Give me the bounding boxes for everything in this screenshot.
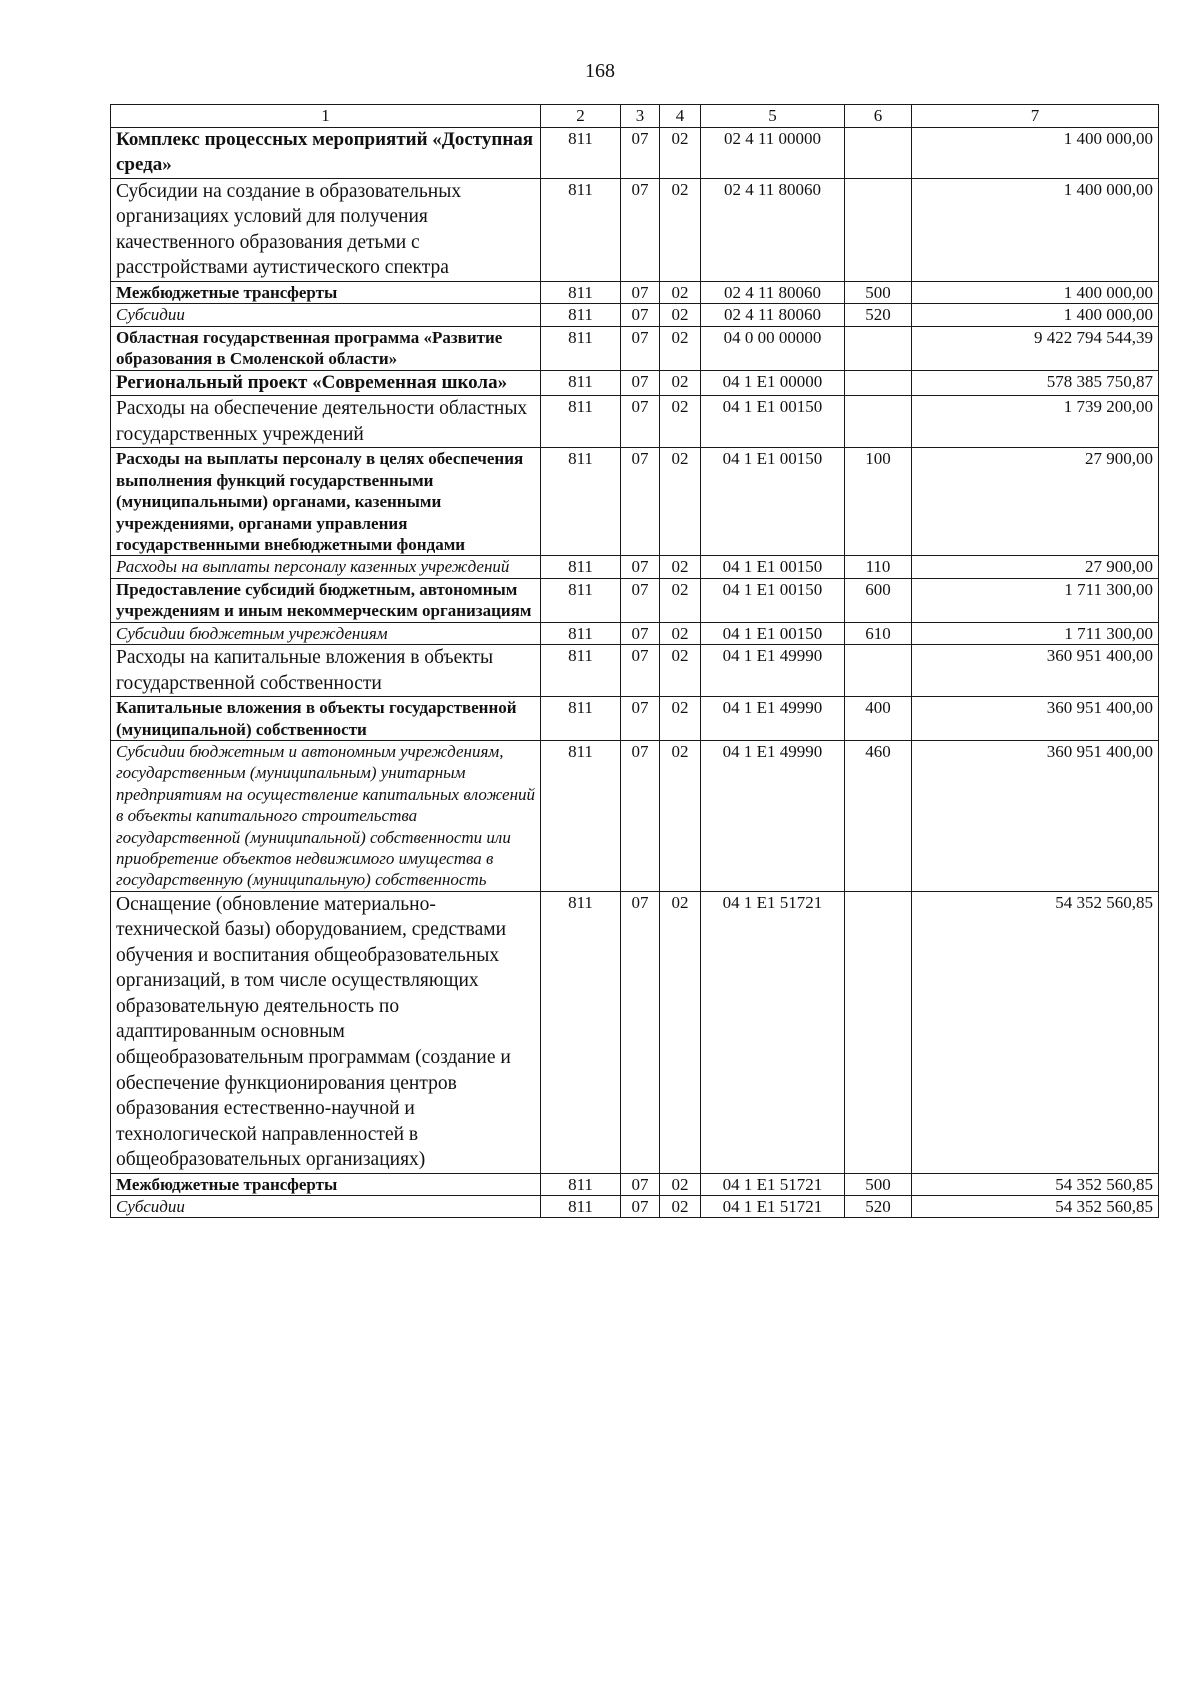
cell-subsection: 02 (660, 178, 701, 281)
cell-name: Региональный проект «Современная школа» (111, 370, 541, 396)
cell-subsection: 02 (660, 1173, 701, 1195)
cell-expense-type: 500 (845, 281, 912, 303)
cell-target-article: 04 1 E1 00150 (701, 396, 845, 448)
cell-amount: 1 400 000,00 (912, 304, 1159, 326)
cell-ministry-code: 811 (541, 740, 621, 891)
cell-ministry-code: 811 (541, 578, 621, 622)
cell-name: Расходы на капитальные вложения в объекты государственной собственности (111, 645, 541, 697)
cell-subsection: 02 (660, 697, 701, 741)
cell-subsection: 02 (660, 326, 701, 370)
cell-section: 07 (621, 740, 660, 891)
cell-amount: 54 352 560,85 (912, 891, 1159, 1173)
header-col-6: 6 (845, 105, 912, 128)
header-col-1: 1 (111, 105, 541, 128)
table-row (111, 326, 1159, 370)
cell-section: 07 (621, 370, 660, 396)
cell-subsection: 02 (660, 448, 701, 556)
page-number: 168 (585, 60, 615, 82)
cell-ministry-code: 811 (541, 326, 621, 370)
cell-ministry-code: 811 (541, 622, 621, 644)
budget-table (110, 104, 1159, 1218)
cell-section: 07 (621, 622, 660, 644)
cell-subsection: 02 (660, 396, 701, 448)
cell-expense-type: 400 (845, 697, 912, 741)
cell-name: Капитальные вложения в объекты государственной (муниципальной) собственности (111, 697, 541, 741)
table-row (111, 448, 1159, 556)
cell-name: Расходы на выплаты персоналу казенных учреждений (111, 556, 541, 578)
cell-expense-type: 520 (845, 304, 912, 326)
cell-ministry-code: 811 (541, 281, 621, 303)
cell-expense-type (845, 645, 912, 697)
header-col-3: 3 (621, 105, 660, 128)
cell-section: 07 (621, 578, 660, 622)
cell-name: Комплекс процессных мероприятий «Доступная среда» (111, 128, 541, 179)
cell-name: Областная государственная программа «Развитие образования в Смоленской области» (111, 326, 541, 370)
cell-name: Межбюджетные трансферты (111, 281, 541, 303)
cell-name: Субсидии (111, 304, 541, 326)
table-row (111, 1196, 1159, 1218)
cell-ministry-code: 811 (541, 556, 621, 578)
cell-section: 07 (621, 128, 660, 179)
cell-ministry-code: 811 (541, 178, 621, 281)
cell-subsection: 02 (660, 281, 701, 303)
cell-expense-type (845, 891, 912, 1173)
cell-subsection: 02 (660, 370, 701, 396)
cell-subsection: 02 (660, 622, 701, 644)
cell-target-article: 02 4 11 00000 (701, 128, 845, 179)
cell-section: 07 (621, 1173, 660, 1195)
table-row (111, 128, 1159, 179)
cell-section: 07 (621, 326, 660, 370)
cell-ministry-code: 811 (541, 128, 621, 179)
table-row (111, 396, 1159, 448)
cell-subsection: 02 (660, 740, 701, 891)
cell-ministry-code: 811 (541, 304, 621, 326)
cell-amount: 54 352 560,85 (912, 1173, 1159, 1195)
cell-amount: 27 900,00 (912, 556, 1159, 578)
cell-name: Субсидии (111, 1196, 541, 1218)
cell-amount: 360 951 400,00 (912, 645, 1159, 697)
table-row (111, 556, 1159, 578)
cell-expense-type: 520 (845, 1196, 912, 1218)
cell-expense-type (845, 326, 912, 370)
header-col-7: 7 (912, 105, 1159, 128)
cell-target-article: 04 1 E1 00150 (701, 622, 845, 644)
cell-section: 07 (621, 448, 660, 556)
cell-ministry-code: 811 (541, 645, 621, 697)
cell-expense-type (845, 370, 912, 396)
cell-expense-type (845, 128, 912, 179)
cell-target-article: 04 1 E1 51721 (701, 1173, 845, 1195)
table-body (111, 128, 1159, 1218)
cell-target-article: 04 1 E1 00150 (701, 448, 845, 556)
cell-amount: 360 951 400,00 (912, 740, 1159, 891)
cell-amount: 578 385 750,87 (912, 370, 1159, 396)
cell-name: Расходы на выплаты персоналу в целях обеспечения выполнения функций государственными (муниципальными) органами, казенными учреждениями, органами управления государственными внебюджетными фондами (111, 448, 541, 556)
cell-subsection: 02 (660, 645, 701, 697)
cell-target-article: 04 1 E1 51721 (701, 1196, 845, 1218)
cell-target-article: 04 1 E1 00150 (701, 556, 845, 578)
cell-ministry-code: 811 (541, 891, 621, 1173)
cell-expense-type: 110 (845, 556, 912, 578)
cell-amount: 1 400 000,00 (912, 178, 1159, 281)
cell-amount: 1 711 300,00 (912, 578, 1159, 622)
table-row (111, 645, 1159, 697)
cell-subsection: 02 (660, 1196, 701, 1218)
cell-ministry-code: 811 (541, 1173, 621, 1195)
table-row (111, 281, 1159, 303)
cell-section: 07 (621, 281, 660, 303)
cell-ministry-code: 811 (541, 448, 621, 556)
cell-expense-type: 600 (845, 578, 912, 622)
cell-target-article: 04 1 E1 49990 (701, 740, 845, 891)
cell-subsection: 02 (660, 304, 701, 326)
cell-ministry-code: 811 (541, 1196, 621, 1218)
cell-expense-type: 460 (845, 740, 912, 891)
cell-section: 07 (621, 891, 660, 1173)
table-row (111, 1173, 1159, 1195)
cell-ministry-code: 811 (541, 370, 621, 396)
header-col-4: 4 (660, 105, 701, 128)
table-row (111, 370, 1159, 396)
cell-amount: 1 711 300,00 (912, 622, 1159, 644)
cell-target-article: 04 1 E1 51721 (701, 891, 845, 1173)
cell-subsection: 02 (660, 891, 701, 1173)
cell-section: 07 (621, 396, 660, 448)
cell-target-article: 02 4 11 80060 (701, 304, 845, 326)
cell-amount: 1 739 200,00 (912, 396, 1159, 448)
cell-name: Предоставление субсидий бюджетным, автономным учреждениям и иным некоммерческим организациям (111, 578, 541, 622)
table-row (111, 891, 1159, 1173)
cell-name: Субсидии на создание в образовательных организациях условий для получения качественного образования детьми с расстройствами аутистического спектра (111, 178, 541, 281)
table-row (111, 178, 1159, 281)
cell-target-article: 02 4 11 80060 (701, 281, 845, 303)
cell-target-article: 04 1 E1 00000 (701, 370, 845, 396)
cell-target-article: 04 0 00 00000 (701, 326, 845, 370)
cell-expense-type: 100 (845, 448, 912, 556)
table-row (111, 697, 1159, 741)
cell-ministry-code: 811 (541, 697, 621, 741)
cell-subsection: 02 (660, 128, 701, 179)
cell-name: Расходы на обеспечение деятельности областных государственных учреждений (111, 396, 541, 448)
cell-section: 07 (621, 645, 660, 697)
cell-target-article: 04 1 E1 49990 (701, 697, 845, 741)
header-col-5: 5 (701, 105, 845, 128)
table-row (111, 740, 1159, 891)
table-row (111, 304, 1159, 326)
cell-amount: 1 400 000,00 (912, 128, 1159, 179)
cell-amount: 360 951 400,00 (912, 697, 1159, 741)
cell-section: 07 (621, 697, 660, 741)
cell-target-article: 04 1 E1 49990 (701, 645, 845, 697)
cell-target-article: 02 4 11 80060 (701, 178, 845, 281)
cell-amount: 27 900,00 (912, 448, 1159, 556)
cell-expense-type: 610 (845, 622, 912, 644)
cell-section: 07 (621, 178, 660, 281)
cell-ministry-code: 811 (541, 396, 621, 448)
cell-name: Оснащение (обновление материально-технической базы) оборудованием, средствами обучения и воспитания общеобразовательных организаций, в том числе осуществляющих образовательную деятельность по адаптированным основным общеобразовательным программам (создание и обеспечение функционирования центров образования естественно-научной и технологической направленностей в общеобразовательных организациях) (111, 891, 541, 1173)
table-row (111, 578, 1159, 622)
cell-subsection: 02 (660, 556, 701, 578)
cell-expense-type (845, 396, 912, 448)
cell-expense-type (845, 178, 912, 281)
cell-amount: 9 422 794 544,39 (912, 326, 1159, 370)
cell-target-article: 04 1 E1 00150 (701, 578, 845, 622)
header-col-2: 2 (541, 105, 621, 128)
cell-name: Межбюджетные трансферты (111, 1173, 541, 1195)
cell-section: 07 (621, 1196, 660, 1218)
cell-amount: 1 400 000,00 (912, 281, 1159, 303)
header-row (111, 105, 1159, 128)
cell-section: 07 (621, 556, 660, 578)
cell-amount: 54 352 560,85 (912, 1196, 1159, 1218)
cell-name: Субсидии бюджетным и автономным учреждениям, государственным (муниципальным) унитарным предприятиям на осуществление капитальных вложений в объекты капитального строительства государственной (муниципальной) собственности или приобретение объектов недвижимого имущества в государственную (муниципальную) собственность (111, 740, 541, 891)
cell-expense-type: 500 (845, 1173, 912, 1195)
cell-section: 07 (621, 304, 660, 326)
table-row (111, 622, 1159, 644)
cell-name: Субсидии бюджетным учреждениям (111, 622, 541, 644)
cell-subsection: 02 (660, 578, 701, 622)
